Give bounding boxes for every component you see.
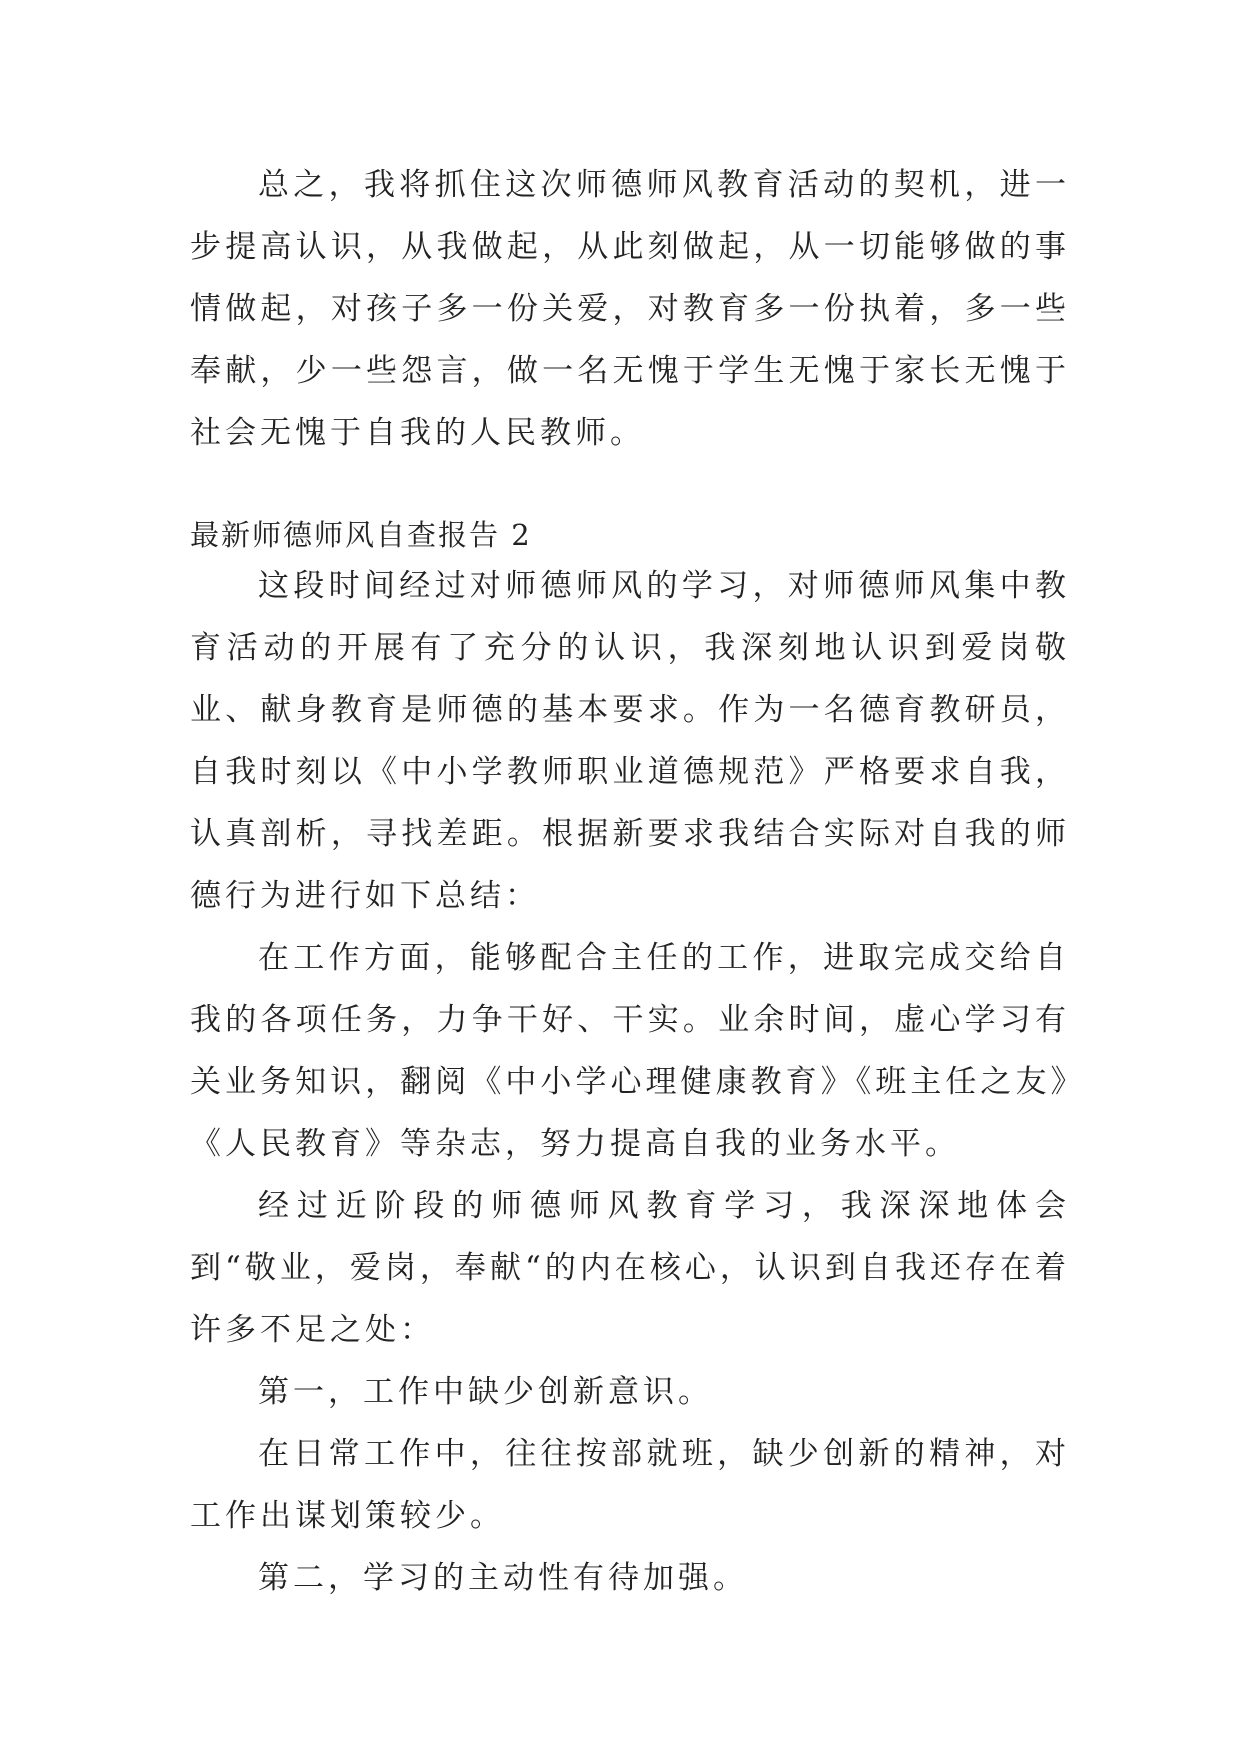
intro-paragraph: 总之，我将抓住这次师德师风教育活动的契机，进一步提高认识，从我做起，从此刻做起，从一切能够做的事情做起，对孩子多一份关爱，对教育多一份执着，多一些奉献，少一些怨言，做一名无愧于学生无愧于家长无愧于社会无愧于自我的人民教师。	[190, 167, 1070, 451]
section-heading: 最新师德师风自查报告 2	[190, 518, 532, 552]
body-paragraph: 第二，学习的主动性有待加强。	[258, 1560, 748, 1596]
body-paragraph: 在日常工作中，往往按部就班，缺少创新的精神，对工作出谋划策较少。	[190, 1436, 1070, 1534]
report-body	[190, 555, 1070, 1609]
body-paragraph: 经过近阶段的师德师风教育学习，我深深地体会到“敬业，爱岗，奉献“的内在核心，认识到自我还存在着许多不足之处：	[190, 1188, 1070, 1348]
body-paragraph: 在工作方面，能够配合主任的工作，进取完成交给自我的各项任务，力争干好、干实。业余时间，虚心学习有关业务知识，翻阅《中小学心理健康教育》《班主任之友》《人民教育》等杂志，努力提高自我的业务水平。	[190, 940, 1070, 1162]
body-paragraph: 这段时间经过对师德师风的学习，对师德师风集中教育活动的开展有了充分的认识，我深刻地认识到爱岗敬业、献身教育是师德的基本要求。作为一名德育教研员，自我时刻以《中小学教师职业道德规范》严格要求自我，认真剖析，寻找差距。根据新要求我结合实际对自我的师德行为进行如下总结：	[190, 568, 1070, 914]
intro-section	[190, 154, 1070, 464]
body-paragraph: 第一，工作中缺少创新意识。	[258, 1374, 713, 1410]
